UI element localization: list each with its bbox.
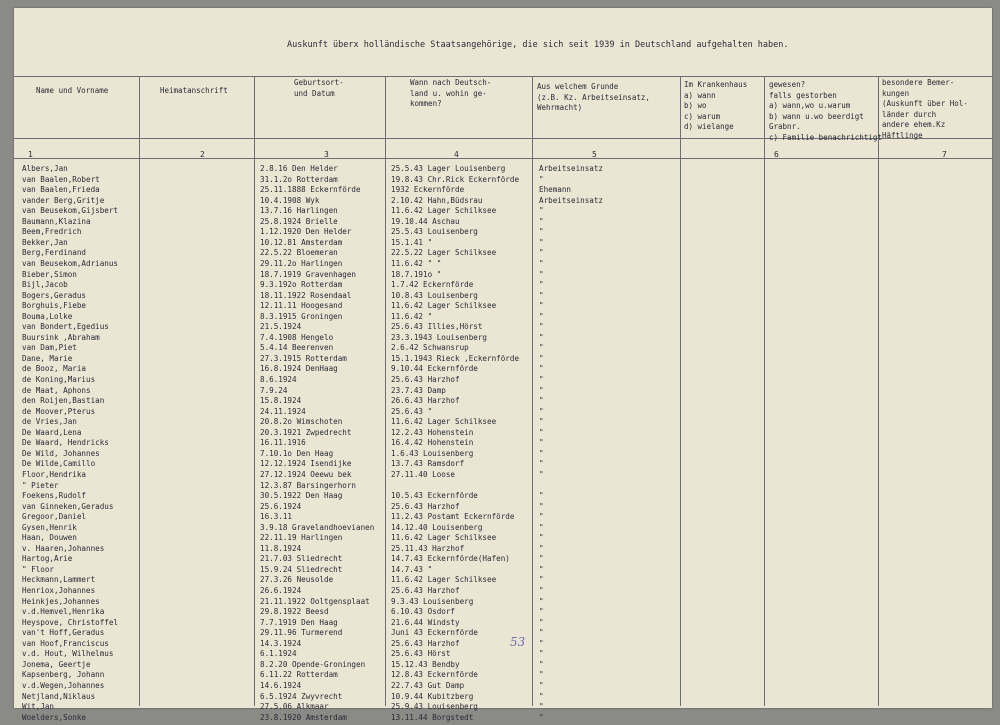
person-name: van Hoof,Franciscus xyxy=(22,638,109,648)
person-name: van Ginneken,Geradus xyxy=(22,501,114,511)
birth-place-date: 7.7.1919 Den Haag xyxy=(260,617,338,627)
birth-place-date: 25.6.1924 xyxy=(260,501,302,511)
reason: " xyxy=(539,649,544,659)
person-name: De Wild, Johannes xyxy=(22,448,100,458)
arrival-info: 15.12.43 Bendby xyxy=(391,659,460,669)
person-name: van't Hoff,Geradus xyxy=(22,628,105,638)
arrival-info: 1.6.43 Louisenberg xyxy=(391,448,474,458)
birth-place-date: 27.3.1915 Rotterdam xyxy=(260,353,347,363)
birth-place-date: 18.11.1922 Rosendaal xyxy=(260,290,352,300)
reason: " xyxy=(539,702,544,712)
reason: " xyxy=(539,174,544,184)
person-name: van Baalen,Frieda xyxy=(22,185,100,195)
reason: " xyxy=(539,501,544,511)
birth-place-date: 16.3.11 xyxy=(260,512,293,522)
reason: " xyxy=(539,311,544,321)
reason: " xyxy=(539,258,544,268)
reason: " xyxy=(539,396,544,406)
reason: " xyxy=(539,438,544,448)
person-name: Bijl,Jacob xyxy=(22,280,68,290)
arrival-info: 13.11.44 Borgstedt xyxy=(391,712,474,722)
reason: " xyxy=(539,712,544,722)
column-number: 7 xyxy=(942,150,947,159)
birth-place-date: 29.11.96 Turmerend xyxy=(260,628,343,638)
arrival-info: 2.10.42 Hahn,Büdsrau xyxy=(391,195,483,205)
arrival-info: 6.10.43 Osdorf xyxy=(391,607,456,617)
header-name: Name und Vorname xyxy=(36,86,109,95)
birth-place-date: 6.5.1924 Zwyvrecht xyxy=(260,691,343,701)
birth-place-date: 7.9.24 xyxy=(260,385,288,395)
arrival-info: Juni 43 Eckernförde xyxy=(391,628,478,638)
arrival-info: 27.11.40 Loose xyxy=(391,469,456,479)
person-name: Gregoor,Daniel xyxy=(22,512,87,522)
reason: " xyxy=(539,248,544,258)
arrival-info: 25.6.43 Harzhof xyxy=(391,375,460,384)
reason: " xyxy=(539,512,544,522)
birth-place-date: 1.12.1920 Den Helder xyxy=(260,227,352,237)
person-name: Bekker,Jan xyxy=(22,237,68,247)
header-deceased: gewesen? falls gestorben a) wann,wo u.warum b) wann u.wo beerdigt Grabnr. c) Familie benachrichtigt xyxy=(769,80,882,142)
birth-place-date: 10.4.1908 Wyk xyxy=(260,195,320,205)
arrival-info: 18.7.191o " xyxy=(391,269,442,279)
birth-place-date: 7.10.1o Den Haag xyxy=(260,448,334,458)
arrival-info: 25.5.43 Louisenberg xyxy=(391,227,478,237)
reason: " xyxy=(539,448,544,458)
reason: " xyxy=(539,343,544,353)
arrival-info: 19.10.44 Aschau xyxy=(391,216,460,226)
person-name: de Maat, Aphons xyxy=(22,385,91,395)
reason: " xyxy=(539,332,544,342)
reason: " xyxy=(539,680,544,690)
birth-place-date: 8.3.1915 Groningen xyxy=(260,311,343,321)
reason: " xyxy=(539,691,544,701)
reason: " xyxy=(539,459,544,469)
person-name: " Pieter xyxy=(22,480,59,490)
arrival-info: 15.1.1943 Rieck ,Eckernförde xyxy=(391,353,520,363)
arrival-info: 14.7.43 Eckernförde(Hafen) xyxy=(391,554,510,564)
arrival-info: 11.6.42 Lager Schilksee xyxy=(391,301,497,311)
person-name: Haan, Douwen xyxy=(22,533,77,543)
person-name: Bouma,Lolke xyxy=(22,311,73,321)
birth-place-date: 20.3.1921 Zwpedrecht xyxy=(260,427,352,437)
person-name: v.d.Hemvel,Henrika xyxy=(22,607,105,617)
birth-place-date: 22.5.22 Bloemeran xyxy=(260,248,338,258)
birth-place-date: 8.6.1924 xyxy=(260,375,297,384)
person-name: de Koning,Marius xyxy=(22,375,96,384)
reason: " xyxy=(539,280,544,290)
reason: " xyxy=(539,533,544,543)
person-name: v.d.Wegen,Johannes xyxy=(22,680,105,690)
birth-place-date: 27.3.26 Neusolde xyxy=(260,575,334,585)
birth-place-date: 16.8.1924 DenHaag xyxy=(260,364,338,374)
person-name: " Floor xyxy=(22,564,55,574)
birth-place-date: 13.7.16 Harlingen xyxy=(260,206,338,216)
person-name: de Moover,Pterus xyxy=(22,406,96,416)
reason: " xyxy=(539,269,544,279)
birth-place-date: 31.1.2o Rotterdam xyxy=(260,174,338,184)
arrival-info: 25.6.43 Hörst xyxy=(391,649,451,659)
person-name: Foekens,Rudolf xyxy=(22,491,87,501)
birth-place-date: 15.9.24 Sliedrecht xyxy=(260,564,343,574)
arrival-info: 25.6.43 Harzhof xyxy=(391,501,460,511)
birth-place-date: 18.7.1919 Gravenhagen xyxy=(260,269,357,279)
numbers-bottom-rule xyxy=(14,158,992,159)
person-name: De Waard,Lena xyxy=(22,427,82,437)
arrival-info: 25.6.43 Illies,Hörst xyxy=(391,322,483,332)
arrival-info: 12.2.43 Hohenstein xyxy=(391,427,474,437)
reason: " xyxy=(539,564,544,574)
birth-place-date: 22.11.19 Harlingen xyxy=(260,533,343,543)
person-name: Bieber,Simon xyxy=(22,269,77,279)
arrival-info: 23.7.43 Damp xyxy=(391,385,446,395)
person-name: Floor,Hendrika xyxy=(22,469,87,479)
person-name: van Baalen,Robert xyxy=(22,174,100,184)
reason: " xyxy=(539,206,544,216)
birth-place-date: 12.12.1924 Isendijke xyxy=(260,459,352,469)
table-row xyxy=(14,713,992,725)
arrival-info: 11.6.42 Lager Schilksee xyxy=(391,206,497,216)
reason: " xyxy=(539,543,544,553)
arrival-info: 11.6.42 " " xyxy=(391,258,442,268)
header-birth: Geburtsort- und Datum xyxy=(294,78,344,98)
arrival-info: 25.6.43 Harzhof xyxy=(391,638,460,648)
person-name: den Roijen,Bastian xyxy=(22,396,105,406)
birth-place-date: 27.12.1924 Oeewu bek xyxy=(260,469,352,479)
person-name: De Wilde,Camillo xyxy=(22,459,96,469)
reason: " xyxy=(539,353,544,363)
arrival-info: 22.7.43 Gut Damp xyxy=(391,680,465,690)
reason: " xyxy=(539,617,544,627)
reason: " xyxy=(539,406,544,416)
arrival-info: 19.8.43 Chr.Rick Eckernförde xyxy=(391,174,520,184)
person-name: v. Haaren,Johannes xyxy=(22,543,105,553)
document-sheet xyxy=(14,8,992,722)
birth-place-date: 5.4.14 Beerenven xyxy=(260,343,334,353)
person-name: Woelders,Sonke xyxy=(22,712,87,722)
birth-place-date: 2.8.16 Den Helder xyxy=(260,164,338,173)
reason: " xyxy=(539,385,544,395)
person-name: Dane, Marie xyxy=(22,353,73,363)
birth-place-date: 30.5.1922 Den Haag xyxy=(260,491,343,501)
birth-place-date: 12.11.11 Hoogesand xyxy=(260,301,343,311)
person-name: Beem,Fredrich xyxy=(22,227,82,237)
birth-place-date: 21.5.1924 xyxy=(260,322,302,332)
arrival-info: 10.5.43 Eckernförde xyxy=(391,491,478,501)
person-name: Heinkjes,Johannes xyxy=(22,596,100,606)
birth-place-date: 6.1.1924 xyxy=(260,649,297,659)
column-number: 3 xyxy=(324,150,329,159)
birth-place-date: 11.8.1924 xyxy=(260,543,302,553)
column-number: 5 xyxy=(592,150,597,159)
arrival-info: 13.7.43 Ramsdorf xyxy=(391,459,465,469)
person-name: Kapsenberg, Johann xyxy=(22,670,105,680)
birth-place-date: 10.12.81 Amsterdam xyxy=(260,237,343,247)
arrival-info: 25.9.43 Louisenberg xyxy=(391,702,478,712)
arrival-info: 1932 Eckernförde xyxy=(391,185,465,195)
table-top-rule xyxy=(14,76,992,77)
arrival-info: 16.4.42 Hohenstein xyxy=(391,438,474,448)
header-address: Heimatanschrift xyxy=(160,86,228,95)
birth-place-date: 29.8.1922 Beesd xyxy=(260,607,329,617)
reason: " xyxy=(539,522,544,532)
birth-place-date: 24.11.1924 xyxy=(260,406,306,416)
reason: " xyxy=(539,596,544,606)
birth-place-date: 7.4.1908 Hengelo xyxy=(260,332,334,342)
birth-place-date: 15.8.1924 xyxy=(260,396,302,406)
arrival-info: 22.5.22 Lager Schilksee xyxy=(391,248,497,258)
birth-place-date: 21.11.1922 Ooltgensplaat xyxy=(260,596,370,606)
person-name: v.d. Hout, Wilhelmus xyxy=(22,649,114,659)
arrival-info: 14.7.43 " xyxy=(391,564,433,574)
birth-place-date: 25.8.1924 Brielle xyxy=(260,216,338,226)
header-reason: Aus welchem Grunde (z.B. Kz. Arbeitseinsatz, Wehrmacht) xyxy=(537,82,650,112)
person-name: Borghuis,Fiebe xyxy=(22,301,87,311)
person-name: de Vries,Jan xyxy=(22,417,77,427)
person-name: Hartog,Arie xyxy=(22,554,73,564)
arrival-info: 11.2.43 Postamt Eckernförde xyxy=(391,512,515,522)
person-name: De Waard, Hendricks xyxy=(22,438,109,448)
handwritten-page-number: 53 xyxy=(510,635,526,649)
reason: " xyxy=(539,575,544,585)
reason: " xyxy=(539,227,544,237)
birth-place-date: 12.3.87 Barsingerhorn xyxy=(260,480,357,490)
reason: Arbeitseinsatz xyxy=(539,195,604,205)
reason: " xyxy=(539,290,544,300)
birth-place-date: 14.6.1924 xyxy=(260,680,302,690)
reason: " xyxy=(539,670,544,680)
arrival-info: 25.6.43 Harzhof xyxy=(391,586,460,595)
birth-place-date: 29.11.2o Harlingen xyxy=(260,258,343,268)
reason: " xyxy=(539,364,544,374)
arrival-info: 26.6.43 Harzhof xyxy=(391,396,460,406)
reason: " xyxy=(539,301,544,311)
birth-place-date: 23.8.1920 Amsterdam xyxy=(260,712,347,722)
person-name: de Booz, Maria xyxy=(22,364,87,374)
reason: " xyxy=(539,659,544,669)
birth-place-date: 21.7.03 Sliedrecht xyxy=(260,554,343,564)
reason: " xyxy=(539,628,544,638)
person-name: Heyspove, Christoffel xyxy=(22,617,119,627)
arrival-info: 11.6.42 " xyxy=(391,311,433,321)
reason: " xyxy=(539,417,544,427)
person-name: Bogers,Geradus xyxy=(22,290,87,300)
header-hospital: Im Krankenhaus a) wann b) wo c) warum d) wielange xyxy=(684,80,748,131)
arrival-info: 21.6.44 Windsty xyxy=(391,617,460,627)
person-name: Wit,Jan xyxy=(22,702,55,712)
person-name: Buursink ,Abraham xyxy=(22,332,100,342)
arrival-info: 1.7.42 Eckernförde xyxy=(391,280,474,290)
person-name: van Dam,Piet xyxy=(22,343,77,353)
reason: " xyxy=(539,375,544,384)
arrival-info: 12.8.43 Eckernförde xyxy=(391,670,478,680)
arrival-info: 11.6.42 Lager Schilksee xyxy=(391,417,497,427)
birth-place-date: 25.11.1888 Eckernförde xyxy=(260,185,361,195)
reason: " xyxy=(539,554,544,564)
person-name: Netjland,Niklaus xyxy=(22,691,96,701)
header-remarks: besondere Bemer- kungen (Auskunft über Hol- länder durch andere ehem.Kz Häftlinge xyxy=(882,78,968,140)
reason: " xyxy=(539,216,544,226)
arrival-info: 14.12.40 Louisenberg xyxy=(391,522,483,532)
document-title: Auskunft überx holländische Staatsangehörige, die sich seit 1939 in Deutschland aufgehalten haben. xyxy=(287,40,789,50)
person-name: Heckmann,Lammert xyxy=(22,575,96,585)
reason: " xyxy=(539,607,544,617)
birth-place-date: 27.5.06 Alkmaar xyxy=(260,702,329,712)
reason: Ehemann xyxy=(539,185,572,195)
person-name: Gysen,Henrik xyxy=(22,522,77,532)
arrival-info: 9.3.43 Louisenberg xyxy=(391,596,474,606)
arrival-info: 25.5.43 Lager Louisenberg xyxy=(391,164,506,173)
column-number: 6 xyxy=(774,150,779,159)
birth-place-date: 9.3.192o Rotterdam xyxy=(260,280,343,290)
reason: " xyxy=(539,237,544,247)
reason: " xyxy=(539,491,544,501)
person-name: Albers,Jan xyxy=(22,164,68,173)
reason: " xyxy=(539,427,544,437)
person-name: Henriox,Johannes xyxy=(22,586,96,595)
arrival-info: 25.6.43 " xyxy=(391,406,433,416)
arrival-info: 11.6.42 Lager Schilksee xyxy=(391,533,497,543)
arrival-info: 11.6.42 Lager Schilksee xyxy=(391,575,497,585)
column-number: 4 xyxy=(454,150,459,159)
person-name: van Beusekom,Adrianus xyxy=(22,258,119,268)
reason: " xyxy=(539,586,544,595)
person-name: Berg,Ferdinand xyxy=(22,248,87,258)
arrival-info: 10.8.43 Louisenberg xyxy=(391,290,478,300)
person-name: vander Berg,Gritje xyxy=(22,195,105,205)
arrival-info: 10.9.44 Kubitzberg xyxy=(391,691,474,701)
person-name: van Bondert,Egedius xyxy=(22,322,109,332)
reason: Arbeitseinsatz xyxy=(539,164,604,173)
birth-place-date: 14.3.1924 xyxy=(260,638,302,648)
person-name: van Beusekom,Gijsbert xyxy=(22,206,119,216)
reason: " xyxy=(539,322,544,332)
arrival-info: 9.10.44 Eckernförde xyxy=(391,364,478,374)
birth-place-date: 6.11.22 Rotterdam xyxy=(260,670,338,680)
birth-place-date: 8.2.20 Opende-Groningen xyxy=(260,659,366,669)
arrival-info: 2.6.42 Schwansrup xyxy=(391,343,469,353)
arrival-info: 25.11.43 Harzhof xyxy=(391,543,465,553)
column-number: 2 xyxy=(200,150,205,159)
reason: " xyxy=(539,469,544,479)
person-name: Baumann,Klazina xyxy=(22,216,91,226)
birth-place-date: 3.9.18 Gravelandhoevianen xyxy=(260,522,375,532)
person-name: Jonema, Geertje xyxy=(22,659,91,669)
arrival-info: 15.1.41 " xyxy=(391,237,433,247)
birth-place-date: 26.6.1924 xyxy=(260,586,302,595)
birth-place-date: 20.8.2o Wimschoten xyxy=(260,417,343,427)
header-when-where: Wann nach Deutsch- land u. wohin ge- kommen? xyxy=(410,78,492,108)
arrival-info: 23.3.1943 Louisenberg xyxy=(391,332,488,342)
reason: " xyxy=(539,638,544,648)
birth-place-date: 16.11.1916 xyxy=(260,438,306,448)
column-number: 1 xyxy=(28,150,33,159)
